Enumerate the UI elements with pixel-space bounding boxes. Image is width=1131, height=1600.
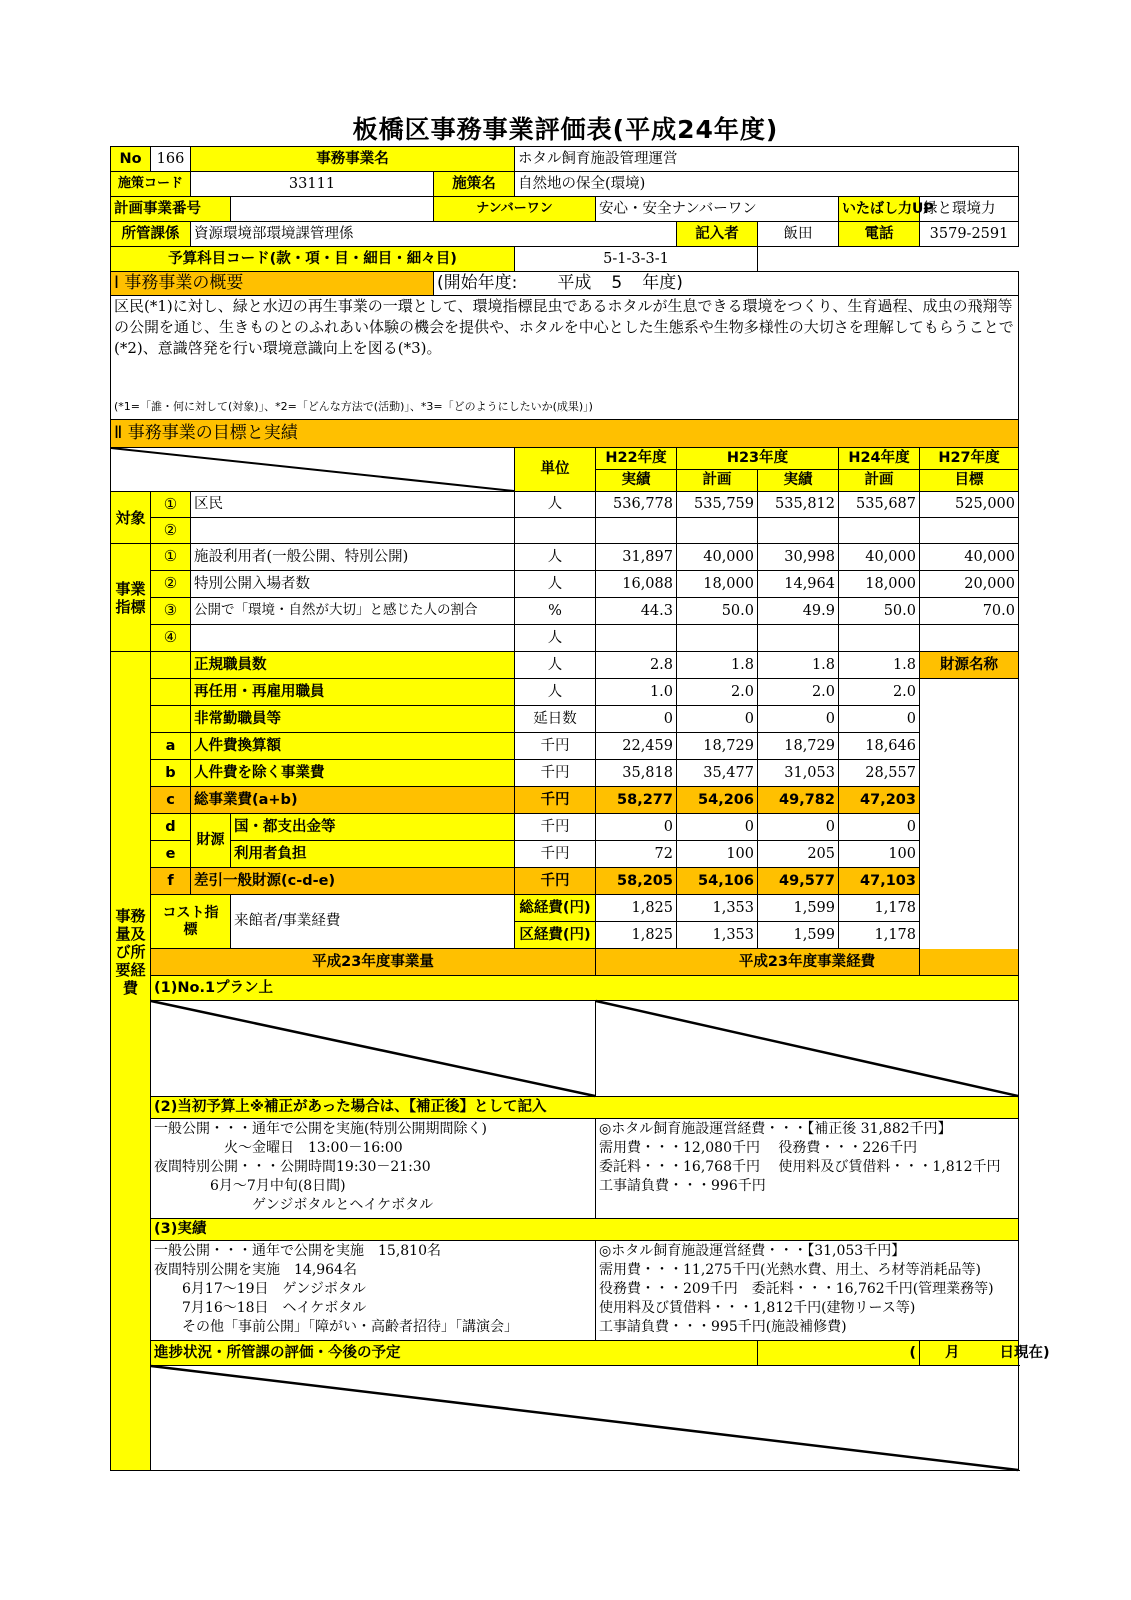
- cost-label: 人件費を除く事業費: [191, 760, 515, 787]
- target-val: 525,000: [920, 492, 1019, 518]
- cost-unit: 千円: [515, 760, 596, 787]
- section1-title: Ⅰ 事務事業の概要: [111, 272, 434, 296]
- indicator-val: 16,088: [596, 571, 677, 598]
- phone-label: 電話: [839, 222, 920, 247]
- cost-val: 47,203: [839, 787, 920, 814]
- no-value: 166: [151, 147, 191, 172]
- staff-label: 正規職員数: [191, 652, 515, 679]
- cost-val: 31,053: [758, 760, 839, 787]
- cost-unit: 千円: [515, 814, 596, 841]
- evaluation-table: [110, 146, 1050, 1471]
- progress-date: [920, 1341, 1050, 1366]
- budget-code-value: 5-1-3-3-1: [515, 247, 758, 272]
- staff-val: 2.0: [677, 679, 758, 706]
- cost-key: a: [151, 733, 191, 760]
- cost-label: 国・都支出金等: [231, 814, 515, 841]
- shisaku-name-value: 自然地の保全(環境): [515, 172, 1019, 197]
- indicator-num: ①: [151, 544, 191, 571]
- progress-label: 進捗状況・所管課の評価・今後の予定: [151, 1341, 758, 1366]
- cost-val: 100: [677, 841, 758, 868]
- cost-val: 35,477: [677, 760, 758, 787]
- cost-val: 18,729: [677, 733, 758, 760]
- shisaku-name-label: 施策名: [434, 172, 515, 197]
- staff-unit: 人: [515, 679, 596, 706]
- indicator-val: 30,998: [758, 544, 839, 571]
- plan2-left: 一般公開・・・通年で公開を実施(特別公開期間除く) 火～金曜日 13:00－16:00 夜間特別公開・・・公開時間19:30－21:30 6月～7月中旬(8日間) ゲンジボタルとヘイケボタル: [151, 1119, 596, 1219]
- plan2-right: ◎ホタル飼育施設運営経費・・・【補正後 31,882千円】 需用費・・・12,080千円 役務費・・・226千円 委託料・・・16,768千円 使用料及び賃借料・・・1,812千円 工事請負費・・・996千円: [596, 1119, 1019, 1219]
- indicator-row-label: 特別公開入場者数: [191, 571, 515, 598]
- indicator-label: 事業指標: [111, 544, 151, 652]
- overview-note: (*1=「誰・何に対して(対象)」、*2=「どんな方法で(活動)」、*3=「どのようにしたいか(成果)」): [111, 396, 1019, 420]
- jigyo-label: 事務事業名: [191, 147, 515, 172]
- cost-label: 差引一般財源(c-d-e): [191, 868, 515, 895]
- cost-index-val: 1,599: [758, 922, 839, 949]
- start-era: 平成: [557, 272, 592, 293]
- cost-index-label: コスト指標: [151, 895, 231, 949]
- staff-val: 1.8: [677, 652, 758, 679]
- cost-label: 利用者負担: [231, 841, 515, 868]
- h22-sub: 実績: [596, 470, 677, 492]
- target-label: 対象: [111, 492, 151, 544]
- staff-val: 1.0: [596, 679, 677, 706]
- jigyo-value: ホタル飼育施設管理運営: [515, 147, 1019, 172]
- start-year: [434, 272, 1019, 296]
- indicator-num: ③: [151, 598, 191, 625]
- shisaku-code-label: 施策コード: [111, 172, 191, 197]
- plan2-label: (2)当初予算上※補正があった場合は、【補正後】として記入: [151, 1097, 1019, 1119]
- indicator-val: 14,964: [758, 571, 839, 598]
- start-suffix: 年度): [642, 272, 683, 293]
- progress-month: 月: [945, 1344, 960, 1361]
- target-unit-2: [515, 518, 596, 544]
- start-year-value: 5: [611, 272, 623, 293]
- indicator-val: 18,000: [677, 571, 758, 598]
- dept-value: 資源環境部環境課管理係: [191, 222, 677, 247]
- staff-val: 0: [596, 706, 677, 733]
- cost-key: f: [151, 868, 191, 895]
- progress-diagonal: [151, 1366, 1019, 1471]
- cost-key: b: [151, 760, 191, 787]
- staff-unit: 人: [515, 652, 596, 679]
- jigyoryo-header: 平成23年度事業量: [151, 949, 596, 976]
- no-label: No: [111, 147, 151, 172]
- target-val: 535,812: [758, 492, 839, 518]
- plan1-right-diagonal: [596, 1001, 1019, 1097]
- h23-header: H23年度: [677, 448, 839, 470]
- section2-title: Ⅱ 事務事業の目標と実績: [111, 420, 1019, 448]
- target-unit-1: 人: [515, 492, 596, 518]
- plan3-left: 一般公開・・・通年で公開を実施 15,810名 夜間特別公開を実施 14,964名 6月17～19日 ゲンジボタル 7月16～18日 ヘイケボタル その他「事前公開」「障がい・高齢者招待」「講演会」: [151, 1241, 596, 1341]
- indicator-num: ②: [151, 571, 191, 598]
- h22-header: H22年度: [596, 448, 677, 470]
- staff-val: 0: [758, 706, 839, 733]
- cost-val: 18,729: [758, 733, 839, 760]
- budget-code-label: 予算科目コード(款・項・目・細目・細々目): [111, 247, 515, 272]
- cost-val: 18,646: [839, 733, 920, 760]
- cost-val: 0: [596, 814, 677, 841]
- indicator-val: 50.0: [677, 598, 758, 625]
- target-label-2: [191, 518, 515, 544]
- cost-val: 58,205: [596, 868, 677, 895]
- target-num: ②: [151, 518, 191, 544]
- itabashi-label: いたばし力UP: [839, 197, 920, 222]
- indicator-val: 40,000: [920, 544, 1019, 571]
- staff-val: 2.0: [758, 679, 839, 706]
- indicator-val: 70.0: [920, 598, 1019, 625]
- cost-index-desc: 来館者/事業経費: [231, 895, 515, 949]
- writer-value: 飯田: [758, 222, 839, 247]
- cost-section-label: 事務量及び所要経費: [111, 652, 151, 1471]
- plan3-label: (3)実績: [151, 1219, 1019, 1241]
- indicator-val: 44.3: [596, 598, 677, 625]
- cost-unit: 千円: [515, 787, 596, 814]
- indicator-unit: %: [515, 598, 596, 625]
- indicator-val: 49.9: [758, 598, 839, 625]
- progress-paren: (: [758, 1341, 920, 1366]
- dept-label: 所管課係: [111, 222, 191, 247]
- staff-val: 1.8: [758, 652, 839, 679]
- cost-val: 54,106: [677, 868, 758, 895]
- cost-val: 0: [758, 814, 839, 841]
- number-one-label: ナンバーワン: [434, 197, 596, 222]
- indicator-val: 40,000: [677, 544, 758, 571]
- cost-index-val: 1,178: [839, 895, 920, 922]
- h27-header: H27年度: [920, 448, 1019, 470]
- target-val: 535,759: [677, 492, 758, 518]
- cost-val: 22,459: [596, 733, 677, 760]
- itabashi-value: 緑と環境力: [920, 197, 1019, 222]
- h27-sub: 目標: [920, 470, 1019, 492]
- staff-val: 0: [677, 706, 758, 733]
- cost-index-val: 1,599: [758, 895, 839, 922]
- number-one-value: 安心・安全ナンバーワン: [596, 197, 839, 222]
- indicator-val: 40,000: [839, 544, 920, 571]
- cost-val: 28,557: [839, 760, 920, 787]
- cost-val: 35,818: [596, 760, 677, 787]
- cost-key: d: [151, 814, 191, 841]
- zaigen-side-label: 財源: [191, 814, 231, 868]
- zaigen-area: [920, 679, 1019, 976]
- cost-label: 人件費換算額: [191, 733, 515, 760]
- indicator-num: ④: [151, 625, 191, 652]
- staff-val: 2.8: [596, 652, 677, 679]
- h23-plan-sub: 計画: [677, 470, 758, 492]
- cost-val: 0: [677, 814, 758, 841]
- cost-index-val: 1,353: [677, 895, 758, 922]
- keikaku-label: 計画事業番号: [111, 197, 231, 222]
- keikaku-value: [231, 197, 434, 222]
- cost-index-val: 1,825: [596, 895, 677, 922]
- jigyokeihi-header: 平成23年度事業経費: [596, 949, 1019, 976]
- overview-text: 区民(*1)に対し、緑と水辺の再生事業の一環として、環境指標昆虫であるホタルが生息できる環境をつくり、生育過程、成虫の飛翔等の公開を通じ、生きものとのふれあい体験の機会を提供や、ホタルを中心とした生態系や生物多様性の大切さを理解してもらうことで(*2)、意識啓発を行い環境意識向上を図る(*3)。: [111, 296, 1019, 396]
- progress-day: 日現在): [999, 1344, 1050, 1361]
- cost-index-row-label: 総経費(円): [515, 895, 596, 922]
- cost-unit: 千円: [515, 868, 596, 895]
- target-num: ①: [151, 492, 191, 518]
- staff-unit: 延日数: [515, 706, 596, 733]
- cost-unit: 千円: [515, 733, 596, 760]
- cost-val: 58,277: [596, 787, 677, 814]
- h23-actual-sub: 実績: [758, 470, 839, 492]
- staff-val: 1.8: [839, 652, 920, 679]
- cost-unit: 千円: [515, 841, 596, 868]
- staff-val: 0: [839, 706, 920, 733]
- staff-label: 非常勤職員等: [191, 706, 515, 733]
- cost-key: e: [151, 841, 191, 868]
- cost-index-row-label: 区経費(円): [515, 922, 596, 949]
- cost-val: 54,206: [677, 787, 758, 814]
- unit-header: 単位: [515, 448, 596, 492]
- target-val: 535,687: [839, 492, 920, 518]
- cost-index-val: 1,178: [839, 922, 920, 949]
- target-label-1: 区民: [191, 492, 515, 518]
- indicator-row-label: 施設利用者(一般公開、特別公開): [191, 544, 515, 571]
- staff-val: 2.0: [839, 679, 920, 706]
- indicator-row-label: 公開で「環境・自然が大切」と感じた人の割合: [191, 598, 515, 625]
- cost-index-val: 1,825: [596, 922, 677, 949]
- plan1-left-diagonal: [151, 1001, 596, 1097]
- plan1-label: (1)No.1プラン上: [151, 976, 1019, 1001]
- shisaku-code-value: 33111: [191, 172, 434, 197]
- writer-label: 記入者: [677, 222, 758, 247]
- cost-val: 49,577: [758, 868, 839, 895]
- h24-sub: 計画: [839, 470, 920, 492]
- cost-val: 47,103: [839, 868, 920, 895]
- indicator-unit: 人: [515, 625, 596, 652]
- cost-index-val: 1,353: [677, 922, 758, 949]
- start-label: (開始年度:: [437, 272, 518, 293]
- indicator-val: 20,000: [920, 571, 1019, 598]
- cost-val: 205: [758, 841, 839, 868]
- header-diagonal: [111, 448, 515, 492]
- indicator-val: 18,000: [839, 571, 920, 598]
- indicator-unit: 人: [515, 544, 596, 571]
- cost-val: 0: [839, 814, 920, 841]
- h24-header: H24年度: [839, 448, 920, 470]
- indicator-val: 31,897: [596, 544, 677, 571]
- zaigen-label: 財源名称: [920, 652, 1019, 679]
- cost-key: c: [151, 787, 191, 814]
- cost-label: 総事業費(a+b): [191, 787, 515, 814]
- indicator-row-label: [191, 625, 515, 652]
- target-val: 536,778: [596, 492, 677, 518]
- cost-val: 72: [596, 841, 677, 868]
- cost-val: 100: [839, 841, 920, 868]
- page-title: 板橋区事務事業評価表(平成24年度): [352, 115, 779, 144]
- indicator-val: 50.0: [839, 598, 920, 625]
- staff-label: 再任用・再雇用職員: [191, 679, 515, 706]
- indicator-unit: 人: [515, 571, 596, 598]
- phone-value: 3579-2591: [920, 222, 1019, 247]
- plan3-right: ◎ホタル飼育施設運営経費・・・【31,053千円】 需用費・・・11,275千円(光熱水費、用土、ろ材等消耗品等) 役務費・・・209千円 委託料・・・16,762千円(管理業務等) 使用料及び賃借料・・・1,812千円(建物リース等) 工事請負費・・・995千円(施設補修費): [596, 1241, 1019, 1341]
- cost-val: 49,782: [758, 787, 839, 814]
